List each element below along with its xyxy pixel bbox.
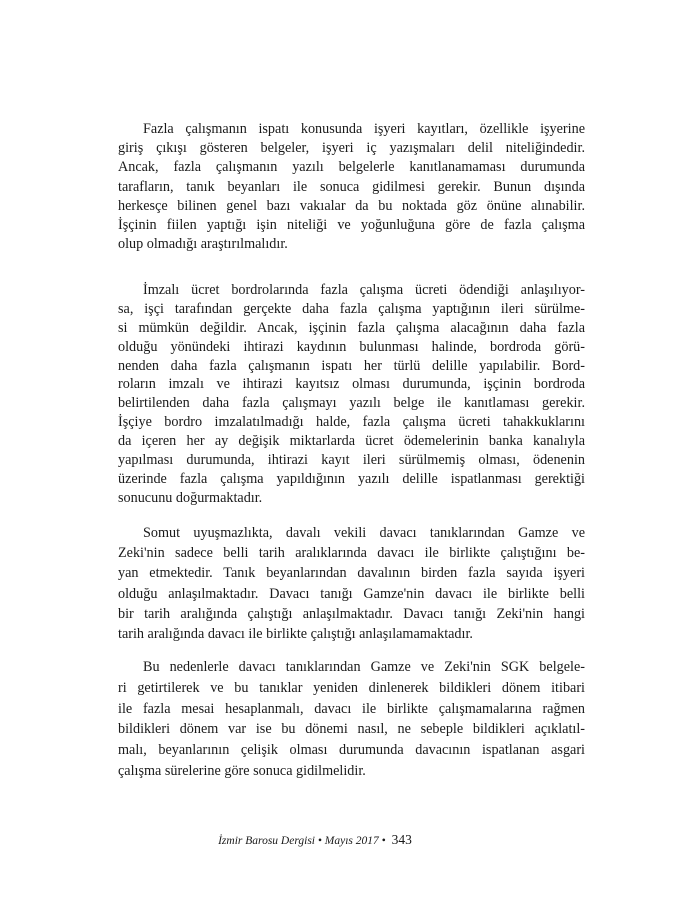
text-line: herkesçe bilinen genel bazı vakıalar da bu noktada göz önüne alınabilir. (118, 197, 585, 214)
text-line: nenden daha fazla çalışmanın ispatı her türlü delille yapılabilir. Bord- (118, 357, 585, 374)
page-number: 343 (391, 832, 412, 847)
text-line: olduğu yönündeki ihtirazi kaydının bulunması halinde, bordroda görü- (118, 338, 585, 355)
text-line: tarih aralığında davacı ile birlikte çalıştığı anlaşılamamaktadır. (118, 625, 473, 642)
text-line: si mümkün değildir. Ancak, işçinin fazla çalışma alacağının daha fazla (118, 319, 585, 336)
journal-name: İzmir Barosu Dergisi • Mayıs 2017 • (218, 835, 386, 847)
paragraph-concrete-dispute (118, 523, 585, 644)
text-line: bildikleri dönem var ise bu dönemi nasıl, ne sebeple bildikleri açıklatıl- (118, 721, 585, 738)
text-line: sa, işçi tarafından gerçekte daha fazla çalışma yaptığının ileri sürülme- (118, 300, 585, 317)
text-line: giriş çıkışı gösteren belgeler, işyeri iç yazışmaları delil niteliğindedir. (118, 140, 585, 157)
text-line: olup olmadığı araştırılmalıdır. (118, 236, 288, 253)
text-line: roların imzalı ve ihtirazi kayıtsız olması durumunda, işçinin bordroda (118, 376, 585, 393)
text-line: ile fazla mesai hesaplanmalı, davacı ile birlikte çalışmamalarına rağmen (118, 700, 585, 717)
text-line: bir tarih aralığında çalıştığı anlaşılmaktadır. Davacı tanığı Zeki'nin hangi (118, 605, 585, 622)
text-line: çalışma sürelerine göre sonuca gidilmelidir. (118, 762, 366, 779)
paragraph-conclusion (118, 657, 585, 782)
text-line: Zeki'nin sadece belli tarih aralıklarında davacı ile birlikte çalıştığını be- (118, 545, 585, 562)
paragraph-signed-payrolls (118, 281, 585, 508)
text-line: yapılması durumunda, ihtirazi kayıt ileri sürülmemiş olması, ödenenin (118, 452, 585, 469)
text-line: tarafların, tanık beyanları ile sonuca gidilmesi gerekir. Bunun dışında (118, 178, 585, 195)
text-line: Fazla çalışmanın ispatı konusunda işyeri kayıtları, özellikle işyerine (143, 121, 585, 137)
page-footer (0, 832, 630, 848)
text-line: da içeren her ay değişik miktarlarda ücret ödemelerinin banka kanalıyla (118, 433, 585, 450)
text-line: Somut uyuşmazlıkta, davalı vekili davacı tanıklarından Gamze ve (143, 525, 585, 541)
text-line: Bu nedenlerle davacı tanıklarından Gamze ve Zeki'nin SGK belgele- (143, 659, 585, 675)
text-line: İmzalı ücret bordrolarında fazla çalışma ücreti ödendiği anlaşılıyor- (143, 282, 585, 298)
text-line: ri getirtilerek ve bu tanıklar yeniden dinlenerek bildikleri dönem itibari (118, 679, 585, 696)
text-line: İşçiye bordro imzalatılmadığı halde, fazla çalışma ücreti tahakkuklarını (118, 414, 585, 431)
text-line: olduğu anlaşılmaktadır. Davacı tanığı Gamze'nin davacı ile birlikte belli (118, 585, 585, 602)
text-line: malı, beyanlarının çelişik olması durumunda davacının ispatlanan asgari (118, 742, 585, 759)
paragraph-overtime-proof (118, 120, 585, 254)
text-line: Ancak, fazla çalışmanın yazılı belgelerle kanıtlanamaması durumunda (118, 159, 585, 176)
text-line: yan etmektedir. Tanık beyanlarından davalının birden fazla sayıda işyeri (118, 565, 585, 582)
text-line: üzerinde fazla çalışma yapıldığının yazılı delille ispatlanması gerektiği (118, 470, 585, 487)
text-line: belirtilenden daha fazla çalışmayı yazılı belge ile kanıtlaması gerekir. (118, 395, 585, 412)
text-line: sonucunu doğurmaktadır. (118, 489, 263, 506)
text-line: İşçinin fiilen yaptığı işin niteliği ve yoğunluğuna göre de fazla çalışma (118, 216, 585, 233)
